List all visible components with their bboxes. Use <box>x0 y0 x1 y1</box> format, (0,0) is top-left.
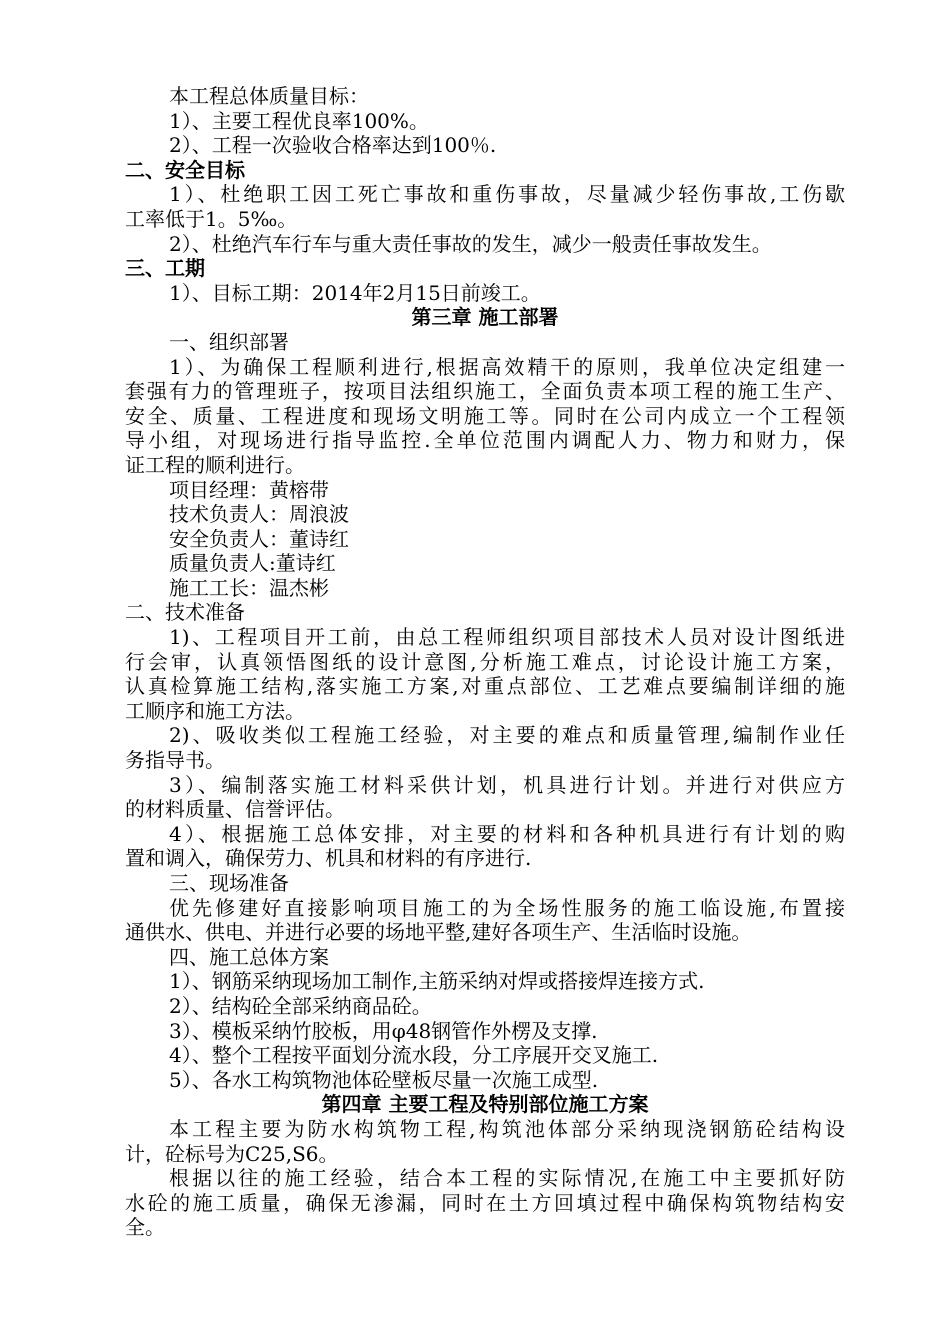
schedule-item-1: 1）、目标工期：2014年2月15日前竣工。 <box>169 280 541 305</box>
chapter-title-4: 第四章 主要工程及特别部位施工方案 <box>321 1092 649 1117</box>
safety-item-1-line-1: 1）、杜绝职工因工死亡事故和重伤事故，尽量减少轻伤事故,工伤歇 <box>169 182 845 207</box>
chapter4-paragraph-2-line-3: 全。 <box>125 1215 165 1240</box>
staff-quality-lead: 质量负责人:董诗红 <box>169 551 336 576</box>
staff-site-foreman: 施工工长：温杰彬 <box>169 575 329 600</box>
section-heading-schedule: 三、工期 <box>125 256 205 281</box>
chapter4-paragraph-2-line-1: 根据以往的施工经验，结合本工程的实际情况,在施工中主要抓好防 <box>169 1166 845 1191</box>
quality-target-item-1: 1）、主要工程优良率100%。 <box>169 108 429 133</box>
subsection-heading-organization: 一、组织部署 <box>169 329 289 354</box>
staff-technical-lead: 技术负责人：周浪波 <box>169 502 349 527</box>
plan-item-2: 2）、结构砼全部采纳商品砼。 <box>169 993 432 1018</box>
chapter4-paragraph-1-line-1: 本工程主要为防水构筑物工程,构筑池体部分采纳现浇钢筋砼结构设 <box>169 1116 845 1141</box>
staff-safety-lead: 安全负责人：董诗红 <box>169 526 349 551</box>
organization-paragraph-line-1: 1）、为确保工程顺利进行,根据高效精干的原则，我单位决定组建一 <box>169 354 845 379</box>
technical-item-3-line-1: 3）、编制落实施工材料采供计划，机具进行计划。并进行对供应方 <box>169 772 845 797</box>
chapter4-paragraph-2-line-2: 水砼的施工质量，确保无渗漏，同时在土方回填过程中确保构筑物结构安 <box>125 1190 845 1215</box>
organization-paragraph-line-3: 安全、质量、工程进度和现场文明施工等。同时在公司内成立一个工程领 <box>125 403 845 428</box>
quality-target-intro: 本工程总体质量目标： <box>169 84 369 108</box>
site-paragraph-line-2: 通供水、供电、并进行必要的场地平整,建好各项生产、生活临时设施。 <box>125 920 752 945</box>
staff-project-manager: 项目经理：黄榕带 <box>169 477 329 502</box>
technical-item-4-line-1: 4）、根据施工总体安排，对主要的材料和各种机具进行有计划的购 <box>169 821 845 846</box>
section-heading-safety: 二、安全目标 <box>125 157 245 182</box>
organization-paragraph-line-4: 导小组，对现场进行指导监控.全单位范围内调配人力、物力和财力，保 <box>125 428 845 453</box>
safety-item-2: 2）、杜绝汽车行车与重大责任事故的发生，减少一般责任事故发生。 <box>169 231 772 256</box>
plan-item-4: 4）、整个工程按平面划分流水段，分工序展开交叉施工. <box>169 1043 659 1068</box>
plan-item-3: 3）、模板采纳竹胶板，用φ48钢管作外楞及支撑. <box>169 1018 598 1043</box>
plan-item-1: 1）、钢筋采纳现场加工制作,主筋采纳对焊或搭接焊连接方式. <box>169 969 705 994</box>
technical-item-1-line-1: 1)、工程项目开工前，由总工程师组织项目部技术人员对设计图纸进 <box>169 625 845 650</box>
technical-item-3-line-2: 的材料质量、信誉评估。 <box>125 797 345 822</box>
safety-item-1-line-2: 工率低于1。5‰。 <box>125 206 298 231</box>
subsection-heading-technical: 二、技术准备 <box>125 600 245 625</box>
technical-item-1-line-2: 行会审，认真领悟图纸的设计意图,分析施工难点，讨论设计施工方案， <box>125 649 845 674</box>
technical-item-2-line-1: 2)、吸收类似工程施工经验，对主要的难点和质量管理,编制作业任 <box>169 723 845 748</box>
technical-item-1-line-4: 工顺序和施工方法。 <box>125 698 305 723</box>
technical-item-2-line-2: 务指导书。 <box>125 748 225 773</box>
plan-item-5: 5）、各水工构筑物池体砼壁板尽量一次施工成型. <box>169 1067 599 1092</box>
site-paragraph-line-1: 优先修建好直接影响项目施工的为全场性服务的施工临设施,布置接 <box>169 895 845 920</box>
quality-target-item-2: 2）、工程一次验收合格率达到100％. <box>169 133 497 158</box>
chapter-title-3: 第三章 施工部署 <box>411 305 559 330</box>
organization-paragraph-line-2: 套强有力的管理班子，按项目法组织施工，全面负责本项工程的施工生产、 <box>125 379 845 404</box>
technical-item-4-line-2: 置和调入，确保劳力、机具和材料的有序进行. <box>125 846 532 871</box>
chapter4-paragraph-1-line-2: 计，砼标号为C25,S6。 <box>125 1141 339 1166</box>
organization-paragraph-line-5: 证工程的顺利进行。 <box>125 452 305 477</box>
document-page <box>125 84 845 1240</box>
subsection-heading-site: 三、现场准备 <box>169 871 289 895</box>
technical-item-1-line-3: 认真检算施工结构,落实施工方案,对重点部位、工艺难点要编制详细的施 <box>125 674 845 699</box>
subsection-heading-plan: 四、施工总体方案 <box>169 944 329 969</box>
